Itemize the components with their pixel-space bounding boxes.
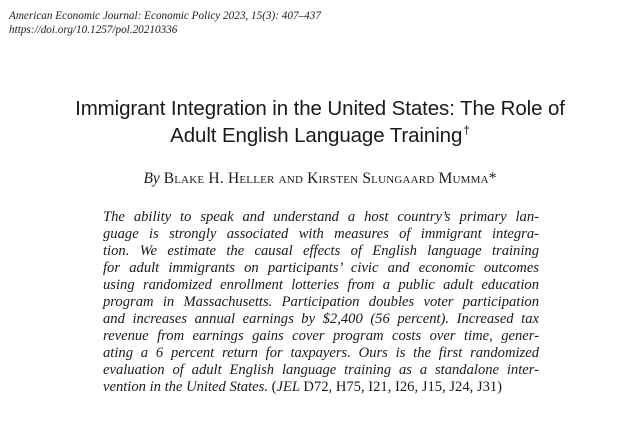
journal-citation: [9, 10, 321, 37]
abstract-line: guage is strongly associated with measures of immigrant integra-: [103, 226, 539, 243]
abstract-final-sentence: vention in the United States.: [103, 379, 268, 396]
abstract-line: and increases annual earnings by $2,400 (56 percent). Increased tax: [103, 311, 539, 328]
abstract-line: for adult immigrants on participants’ civic and economic outcomes: [103, 260, 539, 277]
abstract-line: using randomized enrollment lotteries from a public adult education: [103, 277, 539, 294]
abstract-line: The ability to speak and understand a host country’s primary lan-: [103, 209, 539, 225]
abstract-line: tion. We estimate the causal effects of English language training: [103, 243, 539, 260]
doi-link[interactable]: https://doi.org/10.1257/pol.20210336: [9, 23, 178, 36]
jel-label: JEL: [276, 379, 300, 396]
dagger-footnote-mark[interactable]: †: [463, 123, 470, 138]
author-byline: [0, 170, 640, 188]
title-line-2-text: Adult English Language Training: [170, 124, 463, 147]
paper-title: [0, 95, 640, 149]
abstract-line: revenue from earnings gains cover program costs over time, gener-: [103, 328, 539, 345]
abstract: [103, 209, 539, 397]
title-line-2: [0, 122, 640, 149]
abstract-last-line: [103, 379, 539, 396]
jel-open-paren: (: [271, 379, 277, 396]
journal-reference: American Economic Journal: Economic Policy 2023, 15(3): 407–437: [9, 10, 321, 22]
jel-codes: D72, H75, I21, I26, J15, J24, J31): [303, 379, 503, 396]
byline-by: By: [143, 170, 160, 187]
abstract-line: program in Massachusetts. Participation doubles voter participation: [103, 294, 539, 311]
title-line-1: Immigrant Integration in the United States: The Role of: [75, 97, 565, 120]
abstract-line: evaluation of adult English language training as a standalone inter-: [103, 362, 539, 379]
author-footnote-mark[interactable]: *: [488, 170, 497, 187]
abstract-line: ating a 6 percent return for taxpayers. Ours is the first randomized: [103, 345, 539, 362]
author-names: Blake H. Heller and Kirsten Slungaard Mumma: [163, 170, 489, 187]
